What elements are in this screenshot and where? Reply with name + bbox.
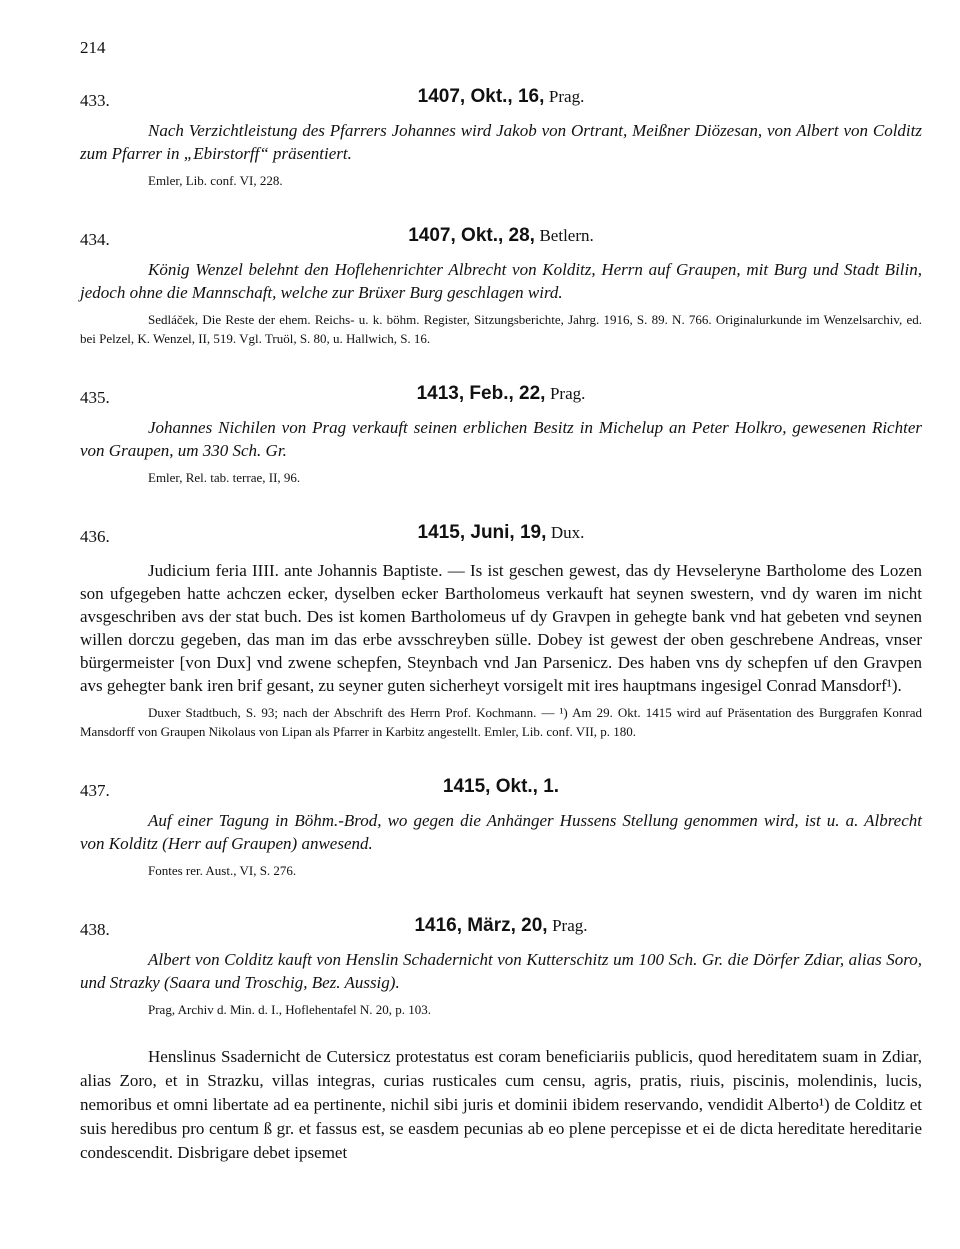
entry-source: Emler, Rel. tab. terrae, II, 96. [148, 470, 301, 485]
entry-date-bold: 1407, Okt., 16, [417, 86, 545, 107]
entry-number: 438. [80, 920, 110, 939]
entry-header [80, 775, 922, 809]
entry-header [80, 85, 922, 119]
entry-date [80, 521, 922, 544]
entry-435 [80, 382, 922, 487]
entry-header [80, 914, 922, 948]
entry-date [80, 224, 922, 247]
entry-source: Fontes rer. Aust., VI, S. 276. [148, 863, 297, 878]
entry-number: 433. [80, 91, 110, 110]
entry-date-bold: 1415, Juni, 19, [417, 522, 547, 543]
entry-place: Prag. [548, 87, 585, 106]
entry-source-footnote: Duxer Stadtbuch, S. 93; nach der Abschrift des Herrn Prof. Kochmann. — ¹) Am 29. Okt. 1415 wird auf Präsentation des Burggrafen Konrad Mansdorff von Graupen Nikolaus von Lipan als Pfarrer in Karbitz angestellt. Emler, Lib. conf. VII, p. 180. [80, 705, 922, 739]
entry-number: 434. [80, 230, 110, 249]
entry-header [80, 382, 922, 416]
entry-source: Emler, Lib. conf. VI, 228. [148, 173, 283, 188]
entry-number: 436. [80, 527, 110, 546]
entry-436 [80, 521, 922, 741]
entry-regest: Johannes Nichilen von Prag verkauft seinen erblichen Besitz in Michelup an Peter Holkro, gewesenen Richter von Graupen, um 330 Sch. Gr. [80, 418, 922, 460]
entry-number: 435. [80, 388, 110, 407]
entry-regest: König Wenzel belehnt den Hoflehenrichter Albrecht von Kolditz, Herrn auf Graupen, mit Burg und Stadt Bilin, jedoch ohne die Mannschaft, welche zur Brüxer Burg geschlagen wird. [80, 260, 922, 302]
entry-transcription: Judicium feria IIII. ante Johannis Baptiste. — Is ist geschen gewest, das dy Hevseleryne Bartholome des Lozen son ufgegeben hatte achczen ecker, dyselben ecker Bartholomeus verkauft hat seynen swestern, vnd dy waren im nicht avsgeschriben avs der stat buch. Des ist komen Bartholomeus uf dy Gravpen in gehegte bank vnd hat gebeten vnd seynen willen dorczu gegeben, das man im das erbe avsschreyben sülle. Dobey ist gewest der oben geschrebene Andreas, vnser bürgermeister [von Dux] vnd zwene schepfen, Steynbach vnd Jan Parsenicz. Des haben vns dy schepfen uf den Gravpen avs gehegter bank iren brif gesant, zu seyner guten sicherheyt vorsigelt mit ires hauptmans ingesigel Conrad Mansdorf¹). [80, 561, 922, 695]
entry-date [80, 85, 922, 108]
entry-source: Prag, Archiv d. Min. d. I., Hoflehentafel N. 20, p. 103. [148, 1002, 432, 1017]
entry-438 [80, 914, 922, 1165]
entry-date [80, 775, 922, 798]
entry-date-bold: 1413, Feb., 22, [416, 383, 546, 404]
entry-place: Dux. [550, 523, 585, 542]
entry-number: 437. [80, 781, 110, 800]
entry-date-bold: 1416, März, 20, [414, 915, 548, 936]
entry-regest: Albert von Colditz kauft von Henslin Schadernicht von Kutterschitz um 100 Sch. Gr. die Dörfer Zdiar, alias Soro, und Strazky (Saara und Troschig, Bez. Aussig). [80, 950, 922, 992]
entry-regest: Auf einer Tagung in Böhm.-Brod, wo gegen die Anhänger Hussens Stellung genommen wird, ist u. a. Albrecht von Kolditz (Herr auf Graupen) anwesend. [80, 811, 922, 853]
entry-header [80, 521, 922, 555]
entry-437 [80, 775, 922, 880]
entry-place: Prag. [549, 384, 586, 403]
entry-date [80, 914, 922, 937]
page-number: 214 [80, 38, 106, 57]
entry-header [80, 224, 922, 258]
entry-regest: Nach Verzichtleistung des Pfarrers Johannes wird Jakob von Ortrant, Meißner Diözesan, von Albert von Colditz zum Pfarrer in „Ebirstorff“ präsentiert. [80, 121, 922, 163]
entry-place: Betlern. [539, 226, 594, 245]
entry-433 [80, 85, 922, 190]
entry-place: Prag. [552, 916, 588, 935]
entry-source: Sedláček, Die Reste der ehem. Reichs- u. k. böhm. Register, Sitzungsberichte, Jahrg. 1916, S. 89. N. 766. Originalurkunde im Wenzelsarchiv, ed. bei Pelzel, K. Wenzel, II, 519. Vgl. Truöl, S. 80, u. Hallwich, S. 16. [80, 312, 922, 346]
entry-434 [80, 224, 922, 348]
entry-date [80, 382, 922, 405]
entry-date-bold: 1415, Okt., 1. [442, 776, 560, 797]
entry-latin-text: Henslinus Ssadernicht de Cutersicz protestatus est coram beneficiariis publicis, quod hereditatem suam in Zdiar, alias Zoro, et in Strazku, villas integras, curias rusticales cum censu, agris, pratis, riuis, piscinis, molendinis, lucis, nemoribus et omni libertate ad ea pertinente, nichil sibi juris et dominii ibidem reservando, vendidit Alberto¹) de Colditz et suis heredibus pro centum ß gr. et fassus est, se easdem pecunias ab eo plene percepisse et ei de dicta hereditate hereditarie condescendit. Disbrigare debet ipsemet [80, 1047, 922, 1162]
entry-date-bold: 1407, Okt., 28, [408, 225, 535, 246]
